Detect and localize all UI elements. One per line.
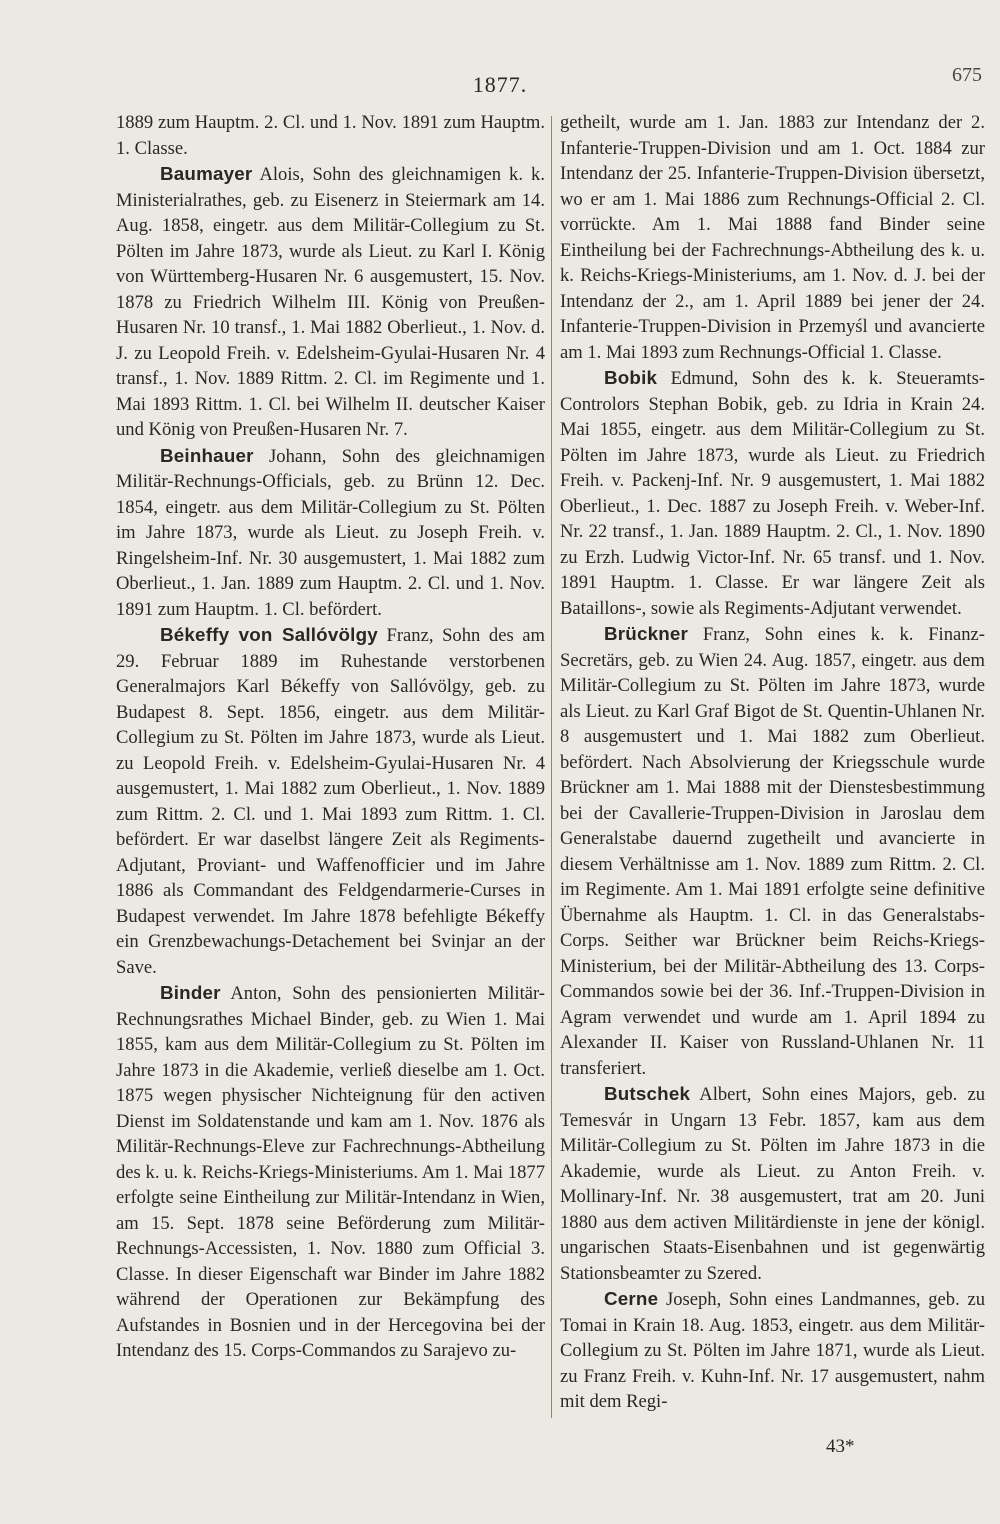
- running-header-year: 1877.: [472, 72, 528, 97]
- entry-name: Cerne: [604, 1288, 659, 1309]
- entry-name: Baumayer: [160, 163, 253, 184]
- entry-cerne: [560, 1286, 985, 1415]
- entry-name: Békeffy von Sallóvölgy: [160, 624, 378, 645]
- entry-name: Binder: [160, 982, 221, 1003]
- entry-name: Bobik: [604, 367, 658, 388]
- right-column: [560, 110, 985, 1415]
- entry-text: getheilt, wurde am 1. Jan. 1883 zur Intendanz der 2. Infanterie-Truppen-Division und am 1. Oct. 1884 zur Intendanz der 25. Infanterie-Truppen-Division übersetzt, wo er am 1. Mai 1886 zum Rechnungs-Official 2. Cl. vorrückte. Am 1. Mai 1888 fand Binder seine Eintheilung bei der Fachrechnungs-Abtheilung des k. u. k. Reichs-Kriegs-Ministeriums, am 1. Nov. d. J. bei der Intendanz der 2., am 1. April 1889 bei jener der 24. Infanterie-Truppen-Division in Przemyśl und avancierte am 1. Mai 1893 zum Rechnungs-Official 1. Classe.: [560, 112, 985, 363]
- entry-text: Franz, Sohn des am 29. Februar 1889 im Ruhestande verstorbenen Generalmajors Karl Békeffy von Sallóvölgy, geb. zu Budapest 8. Sept. 1856, eingetr. aus dem Militär-Collegium zu St. Pölten im Jahre 1873, wurde als Lieut. zu Leopold Freih. v. Edelsheim-Gyulai-Husaren Nr. 4 ausgemustert, 1. Mai 1882 zum Oberlieut., 1. Nov. 1889 zum Rittm. 2. Cl. und 1. Mai 1893 zum Rittm. 1. Cl. befördert. Er war daselbst längere Zeit als Regiments-Adjutant, Proviant- und Waffenofficier und im Jahre 1886 als Commandant des Feldgendarmerie-Curses in Budapest verwendet. Im Jahre 1878 befehligte Békeffy ein Grenzbewachungs-Detachement bei Svinjar an der Save.: [116, 625, 545, 978]
- entry-butschek: [560, 1081, 985, 1286]
- entry-text: 1889 zum Hauptm. 2. Cl. und 1. Nov. 1891 zum Hauptm. 1. Classe.: [116, 112, 545, 159]
- entry-text: Joseph, Sohn eines Landmannes, geb. zu Tomai in Krain 18. Aug. 1853, eingetr. aus dem Militär-Collegium zu St. Pölten im Jahre 1871, wurde als Lieut. zu Franz Freih. v. Kuhn-Inf. Nr. 17 ausgemustert, nahm mit dem Regi-: [560, 1289, 985, 1412]
- entry-continuation: [116, 110, 545, 161]
- entry-text: Franz, Sohn eines k. k. Finanz-Secretärs, geb. zu Wien 24. Aug. 1857, eingetr. aus dem Militär-Collegium zu St. Pölten im Jahre 1873, wurde als Lieut. zu Karl Graf Bigot de St. Quentin-Uhlanen Nr. 8 ausgemustert und 1. Mai 1882 zum Oberlieut. befördert. Nach Absolvierung der Kriegsschule wurde Brückner am 1. Mai 1888 mit der Dienstesbestimmung bei der Cavallerie-Truppen-Division in Jaroslau dem Generalstabe dauernd zugetheilt und avancierte in diesem Verhältnisse am 1. Nov. 1889 zum Rittm. 2. Cl. im Regimente. Am 1. Mai 1891 erfolgte seine definitive Übernahme als Hauptm. 1. Cl. in das Generalstabs-Corps. Seither war Brückner beim Reichs-Kriegs-Ministerium, bei der Militär-Abtheilung des 13. Corps-Commandos sowie bei der 36. Inf.-Truppen-Division in Agram verwendet und wurde am 1. April 1894 zu Alexander II. Kaiser von Russland-Uhlanen Nr. 11 transferiert.: [560, 624, 985, 1079]
- column-divider: [551, 116, 552, 1418]
- entry-text: Edmund, Sohn des k. k. Steueramts-Controlors Stephan Bobik, geb. zu Idria in Krain 24. Mai 1855, eingetr. aus dem Militär-Collegium zu St. Pölten im Jahre 1873, wurde als Lieut. zu Friedrich Freih. v. Packenj-Inf. Nr. 9 ausgemustert, 1. Mai 1882 Oberlieut., 1. Dec. 1887 zu Joseph Freih. v. Weber-Inf. Nr. 22 transf., 1. Jan. 1889 Hauptm. 2. Cl., 1. Nov. 1890 zu Erzh. Ludwig Victor-Inf. Nr. 65 transf. und 1. Nov. 1891 Hauptm. 1. Classe. Er war längere Zeit als Bataillons-, sowie als Regiments-Adjutant verwendet.: [560, 368, 985, 619]
- entry-text: Albert, Sohn eines Majors, geb. zu Temesvár in Ungarn 13 Febr. 1857, kam aus dem Militär-Collegium zu St. Pölten im Jahre 1873 in die Akademie, wurde als Lieut. zu Anton Freih. v. Mollinary-Inf. Nr. 38 ausgemustert, trat am 20. Juni 1880 aus dem activen Militärdienste in jene der königl. ungarischen Staats-Eisenbahnen und ist gegenwärtig Stationsbeamter zu Szered.: [560, 1084, 985, 1284]
- entry-baumayer: [116, 161, 545, 443]
- entry-bobik: [560, 365, 985, 621]
- entry-text: Anton, Sohn des pensionierten Militär-Rechnungsrathes Michael Binder, geb. zu Wien 1. Mai 1855, kam aus dem Militär-Collegium zu St. Pölten im Jahre 1873 in die Akademie, verließ dieselbe am 1. Oct. 1875 wegen physischer Nichteignung für den activen Dienst im Soldatenstande und kam am 1. Nov. 1876 als Militär-Rechnungs-Eleve zur Fachrechnungs-Abtheilung des k. u. k. Reichs-Kriegs-Ministeriums. Am 1. Mai 1877 erfolgte seine Eintheilung zur Militär-Intendanz in Wien, am 15. Sept. 1878 seine Beförderung zum Militär-Rechnungs-Accessisten, 1. Nov. 1880 zum Official 3. Classe. In dieser Eigenschaft war Binder im Jahre 1882 während der Operationen zur Bekämpfung des Aufstandes in Bosnien und in der Hercegovina bei der Intendanz des 15. Corps-Commandos zu Sarajevo zu-: [116, 983, 545, 1361]
- entry-beinhauer: [116, 443, 545, 623]
- entry-continuation: [560, 110, 985, 365]
- left-column: [116, 110, 545, 1364]
- entry-bekeffy: [116, 622, 545, 980]
- entry-text: Alois, Sohn des gleichnamigen k. k. Ministerialrathes, geb. zu Eisenerz in Steiermark am 14. Aug. 1858, eingetr. aus dem Militär-Collegium zu St. Pölten im Jahre 1873, wurde als Lieut. zu Karl I. König von Württemberg-Husaren Nr. 6 ausgemustert, 15. Nov. 1878 zu Friedrich Wilhelm III. König von Preußen-Husaren Nr. 10 transf., 1. Mai 1882 Oberlieut., 1. Nov. d. J. zu Leopold Freih. v. Edelsheim-Gyulai-Husaren Nr. 4 transf., 1. Nov. 1889 Rittm. 2. Cl. im Regimente und 1. Mai 1893 Rittm. 1. Cl. bei Wilhelm II. deutscher Kaiser und König von Preußen-Husaren Nr. 7.: [116, 164, 545, 440]
- signature-mark: 43*: [826, 1436, 855, 1457]
- entry-name: Butschek: [604, 1083, 691, 1104]
- entry-name: Beinhauer: [160, 444, 254, 466]
- entry-name: Brückner: [604, 623, 689, 644]
- entry-brueckner: [560, 621, 985, 1081]
- entry-text: Johann, Sohn des gleichnamigen Militär-Rechnungs-Officials, geb. zu Brünn 12. Dec. 1854, eingetr. aus dem Militär-Collegium zu St. Pölten im Jahre 1873, wurde als Lieut. zu Joseph Freih. v. Ringelsheim-Inf. Nr. 30 ausgemustert, 1. Mai 1882 zum Oberlieut., 1. Jan. 1889 zum Hauptm. 2. Cl. und 1. Nov. 1891 zum Hauptm. 1. Cl. befördert.: [116, 445, 545, 620]
- page-number: 675: [952, 64, 982, 86]
- entry-binder: [116, 980, 545, 1364]
